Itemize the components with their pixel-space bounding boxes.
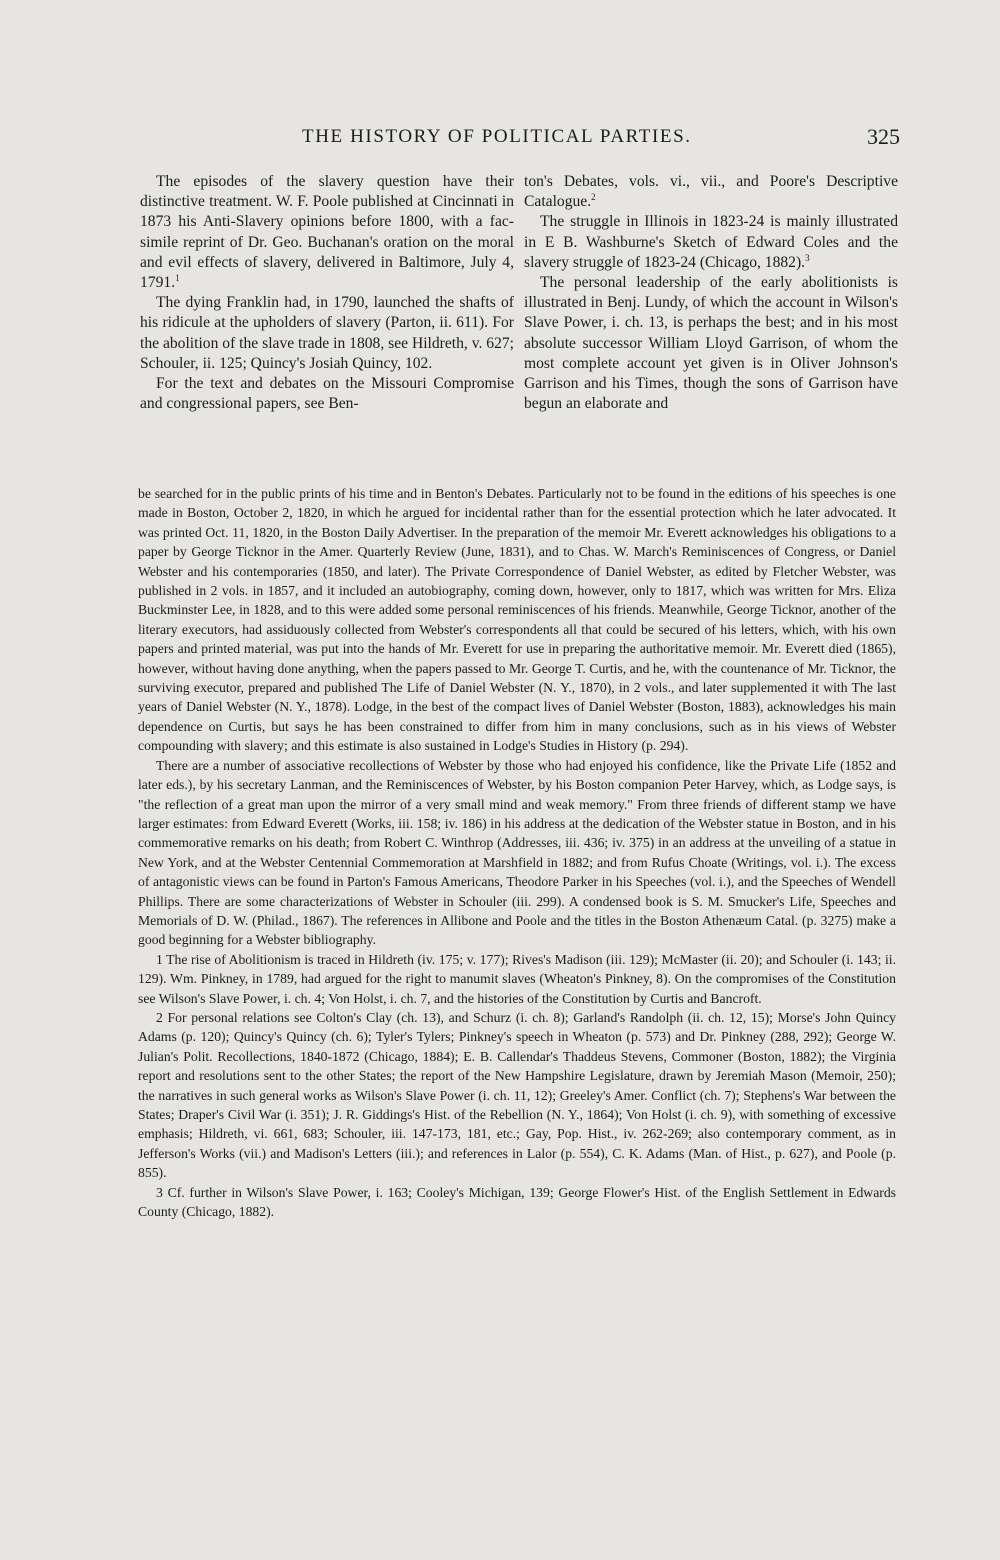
paragraph: The dying Franklin had, in 1790, launched the shafts of his ridicule at the upholders of slavery (Parton, ii. 611). For the abolition of the slave trade in 1808, see Hildreth, v. 627; Schouler, ii. 125; Quincy's Josiah Quincy, 102.: [140, 294, 515, 372]
footnote-1: 1 The rise of Abolitionism is traced in Hildreth (iv. 175; v. 177); Rives's Madison (iii. 129); McMaster (ii. 20); and Schouler (i. 143; ii. 129). Wm. Pinkney, in 1789, had argued for the right to manumit slaves (Wheaton's Pinkney, 8). On the compromises of the Constitution see Wilson's Slave Power, i. ch. 4; Von Holst, i. ch. 7, and the histories of the Constitution by Curtis and Bancroft.: [138, 951, 896, 1006]
right-column: [524, 172, 898, 414]
paragraph-text: The episodes of the slavery question have their distinctive treatment. W. F. Poole published at Cincinnati in 1873 his Anti-Slavery opinions before 1800, with a fac-simile reprint of Dr. Geo. Buchanan's oration on the moral and evil effects of slavery, delivered in Baltimore, July 4, 1791.: [140, 173, 514, 292]
small-print-section: [138, 484, 896, 1221]
footnote-ref: 3: [805, 252, 810, 263]
paragraph-text: ton's Debates, vols. vi., vii., and Poore's Descriptive Catalogue.: [524, 173, 898, 211]
footnote-ref: 2: [591, 192, 596, 203]
continued-note: be searched for in the public prints of his time and in Benton's Debates. Particularly not to be found in the editions of his speeches is one made in Boston, October 2, 1820, in which he argued for incidental rather than for the essential protection which he later advocated. It was printed Oct. 11, 1820, in the Boston Daily Advertiser. In the preparation of the memoir Mr. Everett acknowledges his obligations to a paper by George Ticknor in the Amer. Quarterly Review (June, 1831), and to Chas. W. March's Reminiscences of Congress, or Daniel Webster and his contemporaries (1850, and later). The Private Correspondence of Daniel Webster, as edited by Fletcher Webster, was published in 2 vols. in 1857, and it included an autobiography, coming down, however, only to 1817, which was written for Mrs. Eliza Buckminster Lee, in 1828, and to this were added some personal reminiscences of his friends. Meanwhile, George Ticknor, another of the literary executors, had assiduously collected from Webster's correspondents all that could be secured of his letters, which, with his own papers and printed material, was put into the hands of Mr. Everett for use in preparing the authoritative memoir. Mr. Everett died (1865), however, without having done anything, when the papers passed to Mr. George T. Curtis, and he, with the countenance of Mr. Ticknor, the surviving executor, prepared and published The Life of Daniel Webster (N. Y., 1870), in 2 vols., and later supplemented it with The last years of Daniel Webster (N. Y., 1878). Lodge, in the best of the compact lives of Daniel Webster (Boston, 1883), acknowledges his main dependence on Curtis, but says he has been constrained to differ from him in many conclusions, such as in his views of Webster compounding with slavery; and this estimate is also sustained in Lodge's Studies in History (p. 294).: [138, 486, 896, 754]
footnote-3: 3 Cf. further in Wilson's Slave Power, i. 163; Cooley's Michigan, 139; George Flower's Hist. of the English Settlement in Edwards County (Chicago, 1882).: [138, 1184, 896, 1220]
paragraph: For the text and debates on the Missouri Compromise and congressional papers, see Ben-: [140, 375, 514, 413]
left-column: [140, 172, 514, 414]
continued-note: There are a number of associative recollections of Webster by those who had enjoyed his confidence, like the Private Life (1852 and later eds.), by his secretary Lanman, and the Reminiscences of Webster, by his Boston companion Peter Harvey, which, as Lodge says, is "the reflection of a great man upon the mirror of a very small mind and weak memory." From three friends of different stamp we have larger estimates: from Edward Everett (Works, iii. 158; iv. 186) in his address at the dedication of the Webster statue in Boston, and in his commemorative remarks on his death; from Robert C. Winthrop (Addresses, iii. 436; iv. 375) in an address at the unveiling of a statue in New York, and at the Webster Centennial Commemoration at Marshfield in 1882; and from Rufus Choate (Writings, vol. i.). The excess of antagonistic views can be found in Parton's Famous Americans, Theodore Parker in his Speeches (vol. i.), and the Speeches of Wendell Phillips. There are some characterizations of Webster in Schouler (iii. 299). A condensed book is S. M. Smucker's Life, Speeches and Memorials of D. W. (Philad., 1867). The references in Allibone and Poole and the titles in the Boston Athenæum Catal. (p. 3275) make a good beginning for a Webster bibliography.: [138, 757, 896, 948]
paragraph-text: The struggle in Illinois in 1823-24 is mainly illustrated in E B. Washburne's Sketch of Edward Coles and the slavery struggle of 1823-24 (Chicago, 1882).: [524, 213, 898, 271]
paragraph: [140, 172, 514, 293]
footnote-2: 2 For personal relations see Colton's Clay (ch. 13), and Schurz (i. ch. 8); Garland's Randolph (ii. ch. 12, 15); Morse's John Quincy Adams (p. 120); Quincy's Quincy (ch. 6); Tyler's Tylers; Pinkney's speech in Wheaton (p. 573) and Dr. Pinkney (288, 292); George W. Julian's Polit. Recollections, 1840-1872 (Chicago, 1884); E. B. Callendar's Thaddeus Stevens, Commoner (Boston, 1882); the Virginia report and resolutions sent to the other States; the report of the New Hampshire Legislature, drawn by Jeremiah Mason (Memoir, 250); the narratives in such general works as Wilson's Slave Power (i. ch. 11, 12); Greeley's Amer. Conflict (ch. 7); Stephens's War between the States; Draper's Civil War (i. 351); J. R. Giddings's Hist. of the Rebellion (N. Y., 1864); Von Holst (i. ch. 9), with something of excessive emphasis; Hildreth, vi. 661, 683; Schouler, iii. 147-173, 181, etc.; Gay, Pop. Hist., iv. 262-269; also contemporary comment, as in Jefferson's Works (vii.) and Madison's Letters (iii.); and references in Lalor (p. 554), C. K. Adams (Man. of Hist., p. 627), and Poole (p. 855).: [138, 1009, 896, 1181]
running-title: THE HISTORY OF POLITICAL PARTIES.: [302, 126, 692, 147]
paragraph: [524, 212, 898, 273]
running-header: [140, 126, 900, 156]
paragraph: [524, 172, 898, 212]
paragraph: The personal leadership of the early abolitionists is illustrated in Benj. Lundy, of which the account in Wilson's Slave Power, i. ch. 13, is perhaps the best; and in his most absolute successor William Lloyd Garrison, of whom the most complete account yet given is in Oliver Johnson's Garrison and his Times, though the sons of Garrison have begun an elaborate and: [524, 274, 898, 413]
page-number: 325: [867, 124, 900, 149]
footnote-ref: 1: [175, 272, 180, 283]
